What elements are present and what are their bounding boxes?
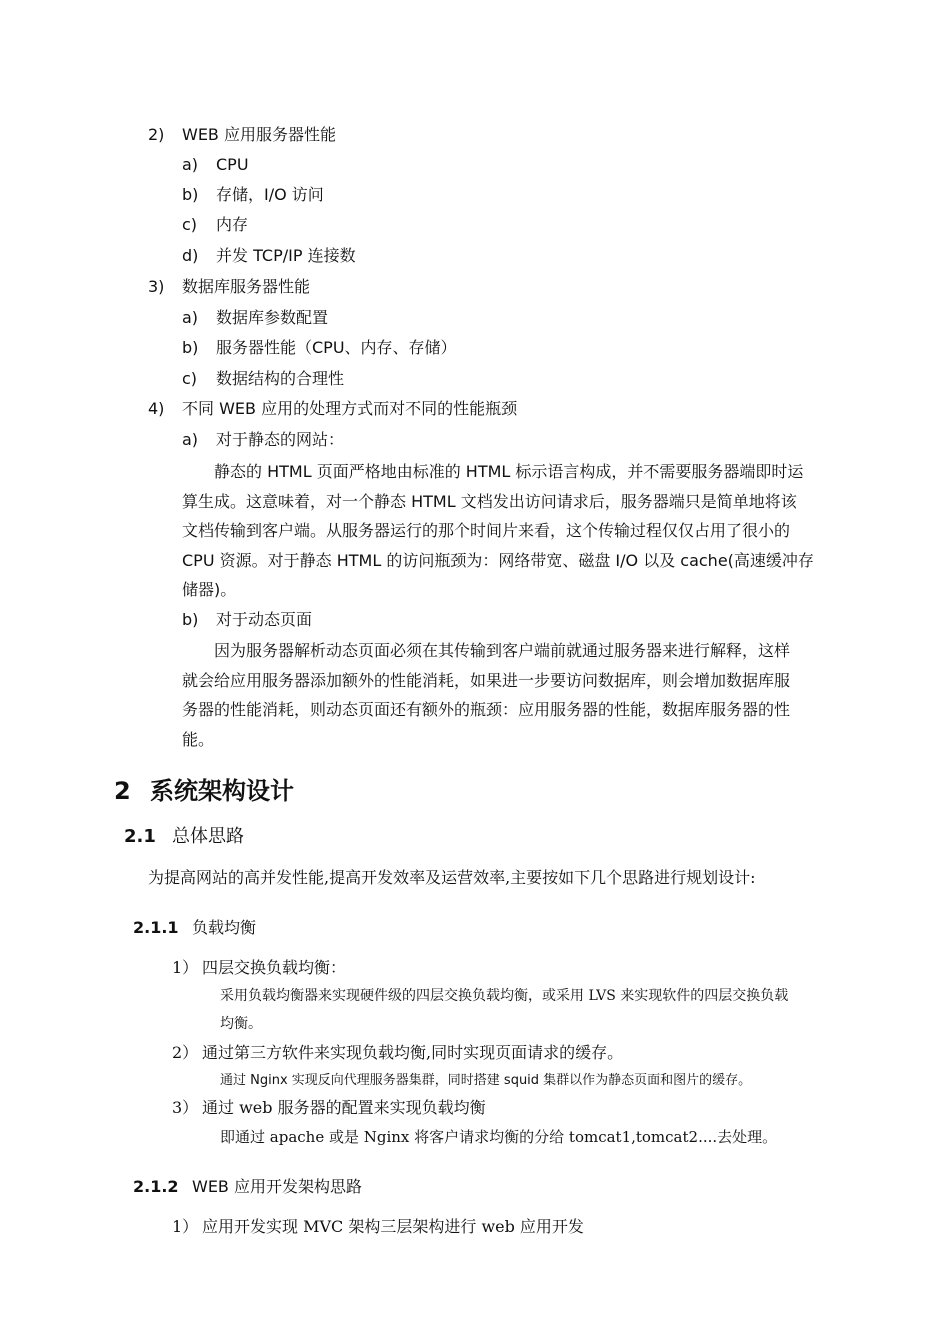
sublist-item-text: 服务器性能（CPU、内存、存储） — [216, 338, 457, 357]
sublist-number: d) — [182, 246, 199, 265]
description-line: 采用负载均衡器来实现硬件级的四层交换负载均衡，或采用 LVS 来实现软件的四层交换负载 — [220, 988, 789, 1004]
sublist-number: a) — [182, 430, 199, 449]
paragraph-line: 储器)。 — [182, 580, 237, 599]
sublist-number: b) — [182, 185, 199, 204]
sublist-number: b) — [182, 338, 199, 357]
list-item-text: WEB 应用服务器性能 — [182, 125, 336, 144]
description-line: 通过 Nginx 实现反向代理服务器集群，同时搭建 squid 集群以作为静态页面和图片的缓存。 — [220, 1073, 752, 1088]
section-number: 2.1 — [124, 826, 156, 847]
list-item-text: 不同 WEB 应用的处理方式而对不同的性能瓶颈 — [182, 399, 518, 418]
paragraph-line: 静态的 HTML 页面严格地由标准的 HTML 标示语言构成，并不需要服务器端即时运 — [182, 462, 804, 481]
sublist-item-text: 对于动态页面 — [216, 610, 313, 629]
list-number: 3） — [172, 1098, 199, 1117]
sublist-number: c) — [182, 215, 198, 234]
subsection-title: 负载均衡 — [192, 918, 257, 937]
description-line: 均衡。 — [220, 1016, 262, 1032]
chapter-title: 系统架构设计 — [150, 777, 294, 805]
paragraph-line: 务器的性能消耗，则动态页面还有额外的瓶颈：应用服务器的性能，数据库服务器的性 — [182, 700, 791, 719]
list-number: 2) — [148, 125, 165, 144]
paragraph-line: 因为服务器解析动态页面必须在其传输到客户端前就通过服务器来进行解释，这样 — [182, 641, 791, 660]
paragraph-line: 算生成。这意味着，对一个静态 HTML 文档发出访问请求后，服务器端只是简单地将该 — [182, 491, 797, 511]
paragraph-line: 就会给应用服务器添加额外的性能消耗，如果进一步要访问数据库，则会增加数据库服 — [182, 670, 791, 690]
list-item-text: 四层交换负载均衡： — [202, 958, 347, 977]
chapter-number: 2 — [114, 777, 131, 805]
section-intro: 为提高网站的高并发性能,提高开发效率及运营效率,主要按如下几个思路进行规划设计: — [148, 868, 756, 887]
sublist-item-text: 对于静态的网站： — [216, 430, 345, 449]
list-number: 1） — [172, 958, 199, 977]
subsection-title: WEB 应用开发架构思路 — [192, 1177, 362, 1196]
list-item-text: 应用开发实现 MVC 架构三层架构进行 web 应用开发 — [202, 1217, 584, 1236]
list-item-text: 通过第三方软件来实现负载均衡,同时实现页面请求的缓存。 — [202, 1043, 624, 1062]
paragraph-line: CPU 资源。对于静态 HTML 的访问瓶颈为：网络带宽、磁盘 I/O 以及 cache(高速缓冲存 — [182, 550, 814, 570]
static-site-paragraph — [182, 457, 835, 605]
sublist-item-text: 数据结构的合理性 — [216, 369, 345, 388]
list-number: 2） — [172, 1043, 199, 1062]
dynamic-page-paragraph — [182, 636, 835, 754]
subsection-number: 2.1.1 — [133, 918, 179, 937]
list-number: 4) — [148, 399, 165, 418]
paragraph-line: 文档传输到客户端。从服务器运行的那个时间片来看，这个传输过程仅仅占用了很小的 — [182, 521, 791, 540]
sublist-item-text: 数据库参数配置 — [216, 308, 329, 327]
subsection-number: 2.1.2 — [133, 1177, 179, 1196]
sublist-item-text: 并发 TCP/IP 连接数 — [216, 246, 356, 265]
sublist-item-text: CPU — [216, 155, 249, 174]
sublist-number: a) — [182, 308, 199, 327]
sublist-number: a) — [182, 155, 199, 174]
sublist-item-text: 内存 — [216, 215, 249, 234]
list-number: 3) — [148, 277, 165, 296]
description-line: 即通过 apache 或是 Nginx 将客户请求均衡的分给 tomcat1,tomcat2....去处理。 — [220, 1128, 778, 1146]
list-number: 1） — [172, 1217, 199, 1236]
sublist-number: b) — [182, 610, 199, 629]
list-item-text: 通过 web 服务器的配置来实现负载均衡 — [202, 1098, 486, 1117]
section-title: 总体思路 — [172, 826, 244, 847]
sublist-number: c) — [182, 369, 198, 388]
paragraph-line: 能。 — [182, 729, 215, 749]
sublist-item-text: 存储，I/O 访问 — [216, 185, 324, 204]
list-item-text: 数据库服务器性能 — [182, 277, 311, 296]
